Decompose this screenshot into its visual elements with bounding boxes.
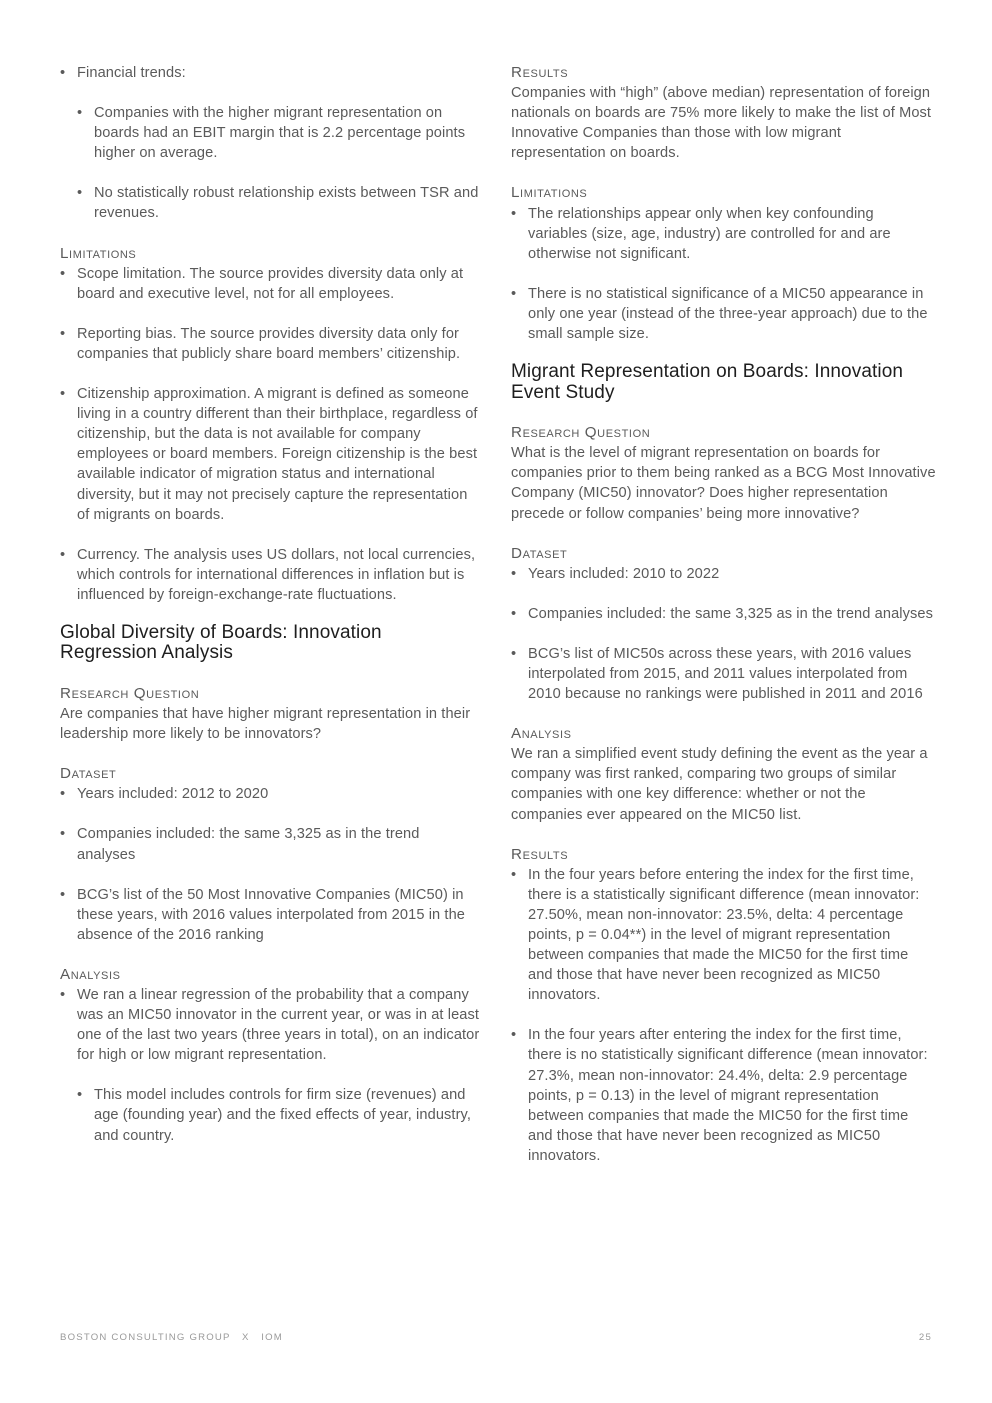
list-item: • This model includes controls for firm size (revenues) and age (founding year) and the fixed effects of year, industry, and country.	[77, 1085, 482, 1145]
results-label: Results	[511, 64, 569, 81]
list-item: • Companies included: the same 3,325 as in the trend analyses	[511, 604, 936, 624]
analysis-text: We ran a simplified event study defining the event as the year a company was first ranked, comparing two groups of similar companies with one key difference: whether or not the companies ever appeared on the MIC50 list.	[511, 746, 928, 823]
list-item: • Reporting bias. The source provides diversity data only for companies that publicly share board members’ citizenship.	[60, 324, 482, 364]
list-item: • In the four years after entering the index for the first time, there is no statistically significant difference (mean innovator: 27.3%, mean non-innovator: 24.4%, delta: 2.9 percentage points, p = 0.13) in the level of migrant representation between companies that made the MIC50 for the first time and those that have never been recognized as MIC50 innovators.	[511, 1025, 936, 1166]
analysis-label: Analysis	[511, 725, 572, 743]
list-item: • Companies included: the same 3,325 as in the trend analyses	[60, 824, 482, 864]
financial-trends-label: Financial trends:	[77, 65, 186, 81]
results-text: Companies with “high” (above median) representation of foreign nationals on boards are 75% more likely to make the list of Most Innovative Companies than those with low migrant representation on boards.	[511, 85, 932, 162]
list-item	[60, 63, 482, 224]
analysis-list	[60, 985, 482, 1146]
research-question-text: What is the level of migrant representation on boards for companies prior to them being ranked as a BCG Most Innovative Company (MIC50) innovator? Does higher representation precede or follow companies’ being more innovative?	[511, 445, 936, 522]
right-column	[511, 63, 936, 1166]
list-item: • There is no statistical significance of a MIC50 appearance in only one year (instead of the three-year approach) due to the small sample size.	[511, 284, 936, 344]
results-label: Results	[511, 845, 569, 863]
financial-trends-sublist	[77, 103, 482, 223]
research-question-text: Are companies that have higher migrant representation in their leadership more likely to be innovators?	[60, 706, 471, 743]
list-item: • The relationships appear only when key confounding variables (size, age, industry) are controlled for and are otherwise not significant.	[511, 204, 936, 264]
dataset-label: Dataset	[511, 544, 568, 562]
limitations-list	[511, 204, 936, 345]
list-item: • Companies with the higher migrant representation on boards had an EBIT margin that is 2.2 percentage points higher on average.	[77, 103, 482, 163]
list-item: • Citizenship approximation. A migrant is defined as someone living in a country different than their birthplace, regardless of citizenship, but the data is not available for company employees or board members. Foreign citizenship is the best available indicator of migration status and international diversity, but it may not precisely capture the representation of migrants on boards.	[60, 384, 482, 525]
list-item: • No statistically robust relationship exists between TSR and revenues.	[77, 183, 482, 223]
analysis-sublist	[77, 1085, 482, 1145]
analysis-label: Analysis	[60, 965, 121, 983]
list-item: • In the four years before entering the index for the first time, there is a statistically significant difference (mean innovator: 27.50%, mean non-innovator: 23.5%, delta: 4 percentage points, p = 0.04**) in the level of migrant representation between companies that made the MIC50 for the first time and those that have never been recognized as MIC50 innovators.	[511, 865, 936, 1006]
list-item	[60, 985, 482, 1146]
section-heading: Global Diversity of Boards: Innovation Regression Analysis	[60, 621, 382, 664]
financial-trends-list	[60, 63, 482, 224]
list-item: • Years included: 2012 to 2020	[60, 784, 482, 804]
page-number: 25	[918, 1332, 932, 1343]
list-item: • Scope limitation. The source provides diversity data only at board and executive level, not for all employees.	[60, 264, 482, 304]
list-item: • Currency. The analysis uses US dollars, not local currencies, which controls for international differences in inflation but is influenced by foreign-exchange-rate fluctuations.	[60, 545, 482, 605]
analysis-text: We ran a linear regression of the probability that a company was an MIC50 innovator in the current year, or was in at least one of the last two years (three years in total), on an indicator for high or low migrant representation.	[77, 987, 480, 1064]
list-item: • BCG’s list of the 50 Most Innovative Companies (MIC50) in these years, with 2016 values interpolated from 2015 in the absence of the 2016 ranking	[60, 885, 482, 945]
dataset-label: Dataset	[60, 765, 117, 783]
section-heading: Migrant Representation on Boards: Innovation Event Study	[511, 361, 904, 403]
limitations-label: Limitations	[511, 184, 588, 202]
list-item: • Years included: 2010 to 2022	[511, 564, 936, 584]
list-item: • BCG’s list of MIC50s across these years, with 2016 values interpolated from 2015, and 2011 values interpolated from 2010 because no rankings were published in 2011 and 2016	[511, 644, 936, 704]
dataset-list	[60, 784, 482, 945]
dataset-list	[511, 564, 936, 704]
footer-brand: BOSTON CONSULTING GROUP X IOM	[60, 1332, 283, 1343]
research-question-label: Research Question	[60, 684, 200, 702]
limitations-label: Limitations	[60, 244, 137, 262]
left-column	[60, 63, 482, 1146]
limitations-list	[60, 264, 482, 605]
results-list	[511, 865, 936, 1166]
research-question-label: Research Question	[511, 424, 651, 442]
